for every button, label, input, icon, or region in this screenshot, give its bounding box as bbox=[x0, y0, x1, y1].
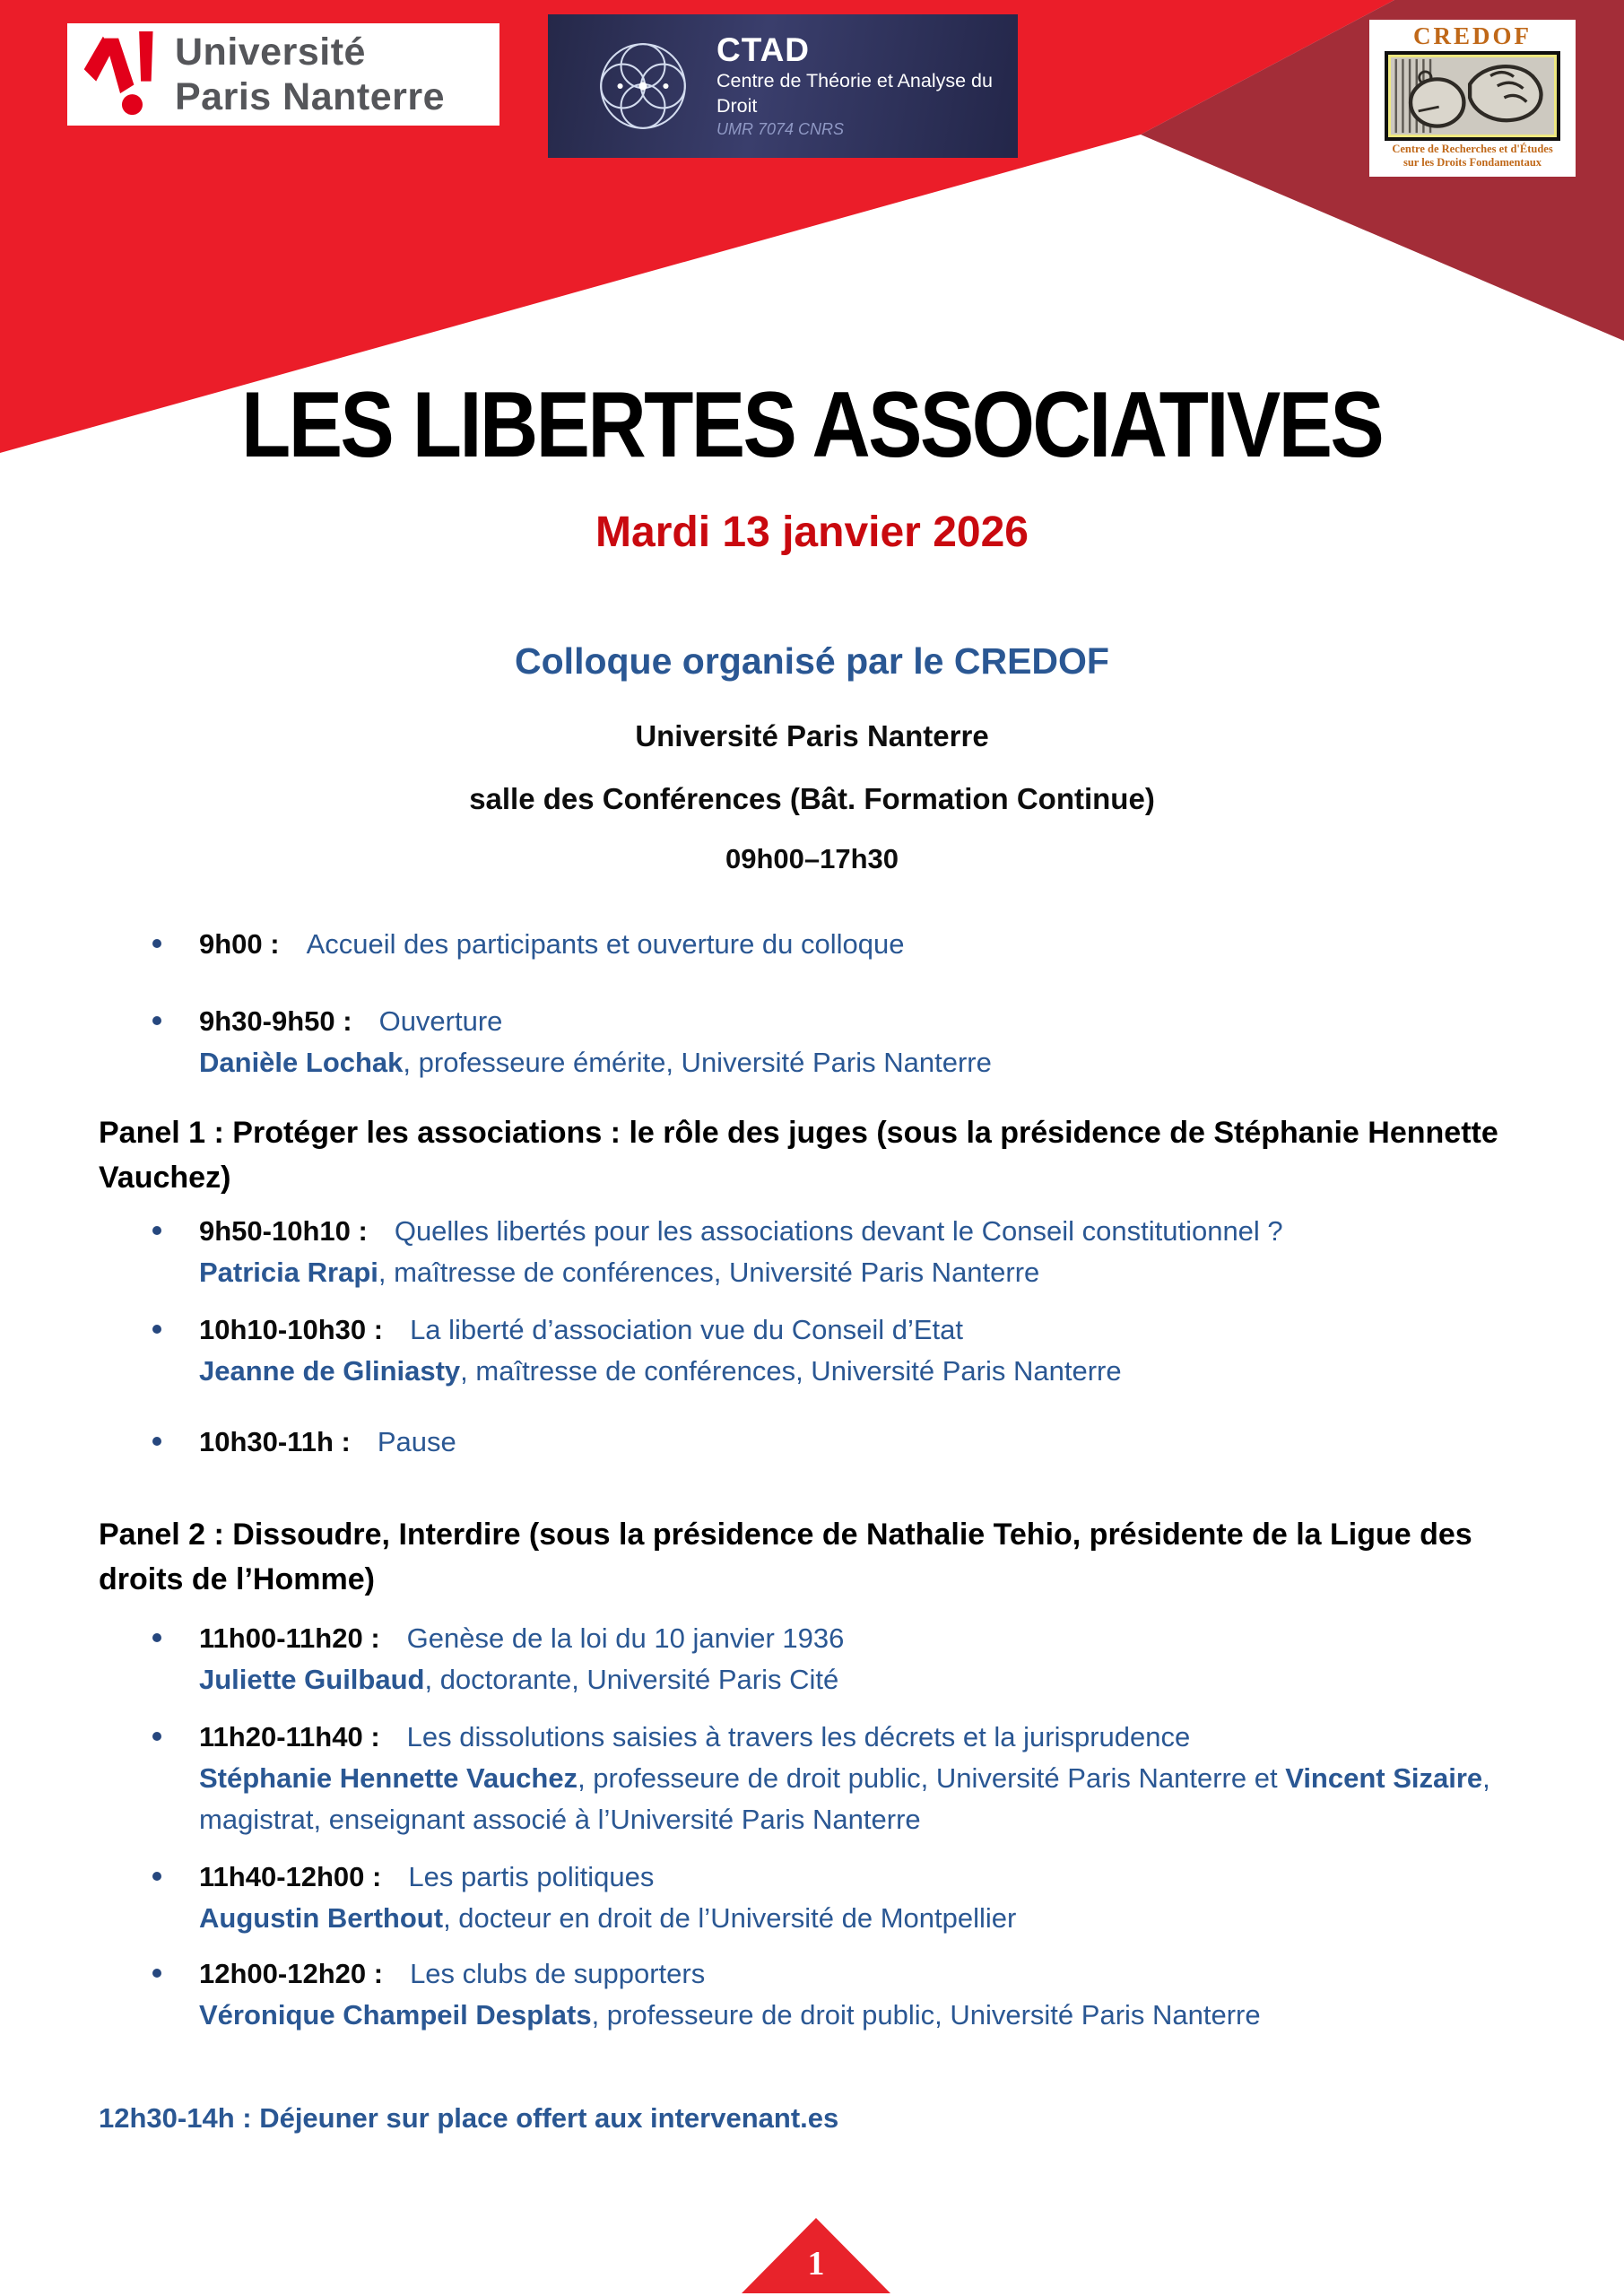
item-speaker: Augustin Berthout bbox=[199, 1902, 444, 1934]
credof-logo bbox=[1369, 20, 1576, 177]
item-speaker-role: , docteur en droit de l’Université de Montpellier bbox=[443, 1902, 1017, 1934]
schedule-item-9h00 bbox=[199, 924, 1526, 965]
panel-1-heading: Panel 1 : Protéger les associations : le rôle des juges (sous la présidence de Stéphanie Hennette Vauchez) bbox=[99, 1116, 1498, 1195]
credof-caption bbox=[1369, 143, 1576, 170]
item-title: La liberté d’association vue du Conseil d’Etat bbox=[410, 1314, 963, 1345]
schedule-item-10h10 bbox=[199, 1309, 1526, 1392]
upn-logo-mark-icon bbox=[80, 31, 162, 117]
item-speaker-role: , maîtresse de conférences, Université Paris Nanterre bbox=[460, 1355, 1122, 1387]
credof-acronym: CREDOF bbox=[1413, 22, 1532, 49]
item-time: 10h10-10h30 : bbox=[199, 1314, 384, 1345]
event-date: Mardi 13 janvier 2026 bbox=[595, 509, 1029, 556]
schedule-item-11h40 bbox=[199, 1857, 1526, 1939]
schedule-item-9h30 bbox=[199, 1001, 1526, 1083]
bullet-icon bbox=[152, 1437, 161, 1446]
ctad-logo bbox=[548, 14, 1018, 158]
item-speaker: Stéphanie Hennette Vauchez bbox=[199, 1762, 578, 1794]
item-speaker: Véronique Champeil Desplats bbox=[199, 1999, 592, 2031]
bullet-icon bbox=[152, 1969, 161, 1978]
item-time: 9h30-9h50 : bbox=[199, 1005, 352, 1037]
item-time: 9h00 : bbox=[199, 928, 280, 960]
item-time: 9h50-10h10 : bbox=[199, 1215, 368, 1247]
event-venue: salle des Conférences (Bât. Formation Continue) bbox=[469, 782, 1155, 815]
item-speaker-role: , professeure de droit public, Université Paris Nanterre bbox=[591, 1999, 1261, 2031]
item-title: Accueil des participants et ouverture du colloque bbox=[306, 928, 905, 960]
event-university: Université Paris Nanterre bbox=[635, 719, 989, 752]
bullet-icon bbox=[152, 1325, 161, 1334]
universite-paris-nanterre-logo bbox=[67, 23, 499, 126]
item-speaker-role: , maîtresse de conférences, Université Paris Nanterre bbox=[378, 1257, 1040, 1288]
page-title-text: LES LIBERTES ASSOCIATIVES bbox=[241, 373, 1383, 477]
ctad-name: Centre de Théorie et Analyse du Droit bbox=[716, 70, 993, 117]
item-speaker-role: , professeure de droit public, Université Paris Nanterre et bbox=[578, 1762, 1286, 1794]
item-title: Quelles libertés pour les associations devant le Conseil constitutionnel ? bbox=[394, 1215, 1283, 1247]
schedule-item-10h30 bbox=[199, 1422, 1526, 1463]
item-speaker-role: , doctorante, Université Paris Cité bbox=[424, 1664, 839, 1695]
event-organizer: Colloque organisé par le CREDOF bbox=[515, 640, 1109, 682]
lunch-line: 12h30-14h : Déjeuner sur place offert aux intervenant.es bbox=[99, 2102, 839, 2134]
item-title: Ouverture bbox=[378, 1005, 503, 1037]
upn-logo-text bbox=[175, 30, 445, 119]
ctad-logo-text bbox=[716, 32, 1018, 140]
item-time: 11h40-12h00 : bbox=[199, 1861, 382, 1892]
item-time: 11h00-11h20 : bbox=[199, 1622, 380, 1654]
schedule-item-11h20 bbox=[199, 1717, 1526, 1840]
item-time: 11h20-11h40 : bbox=[199, 1721, 380, 1752]
credof-woodcut-image bbox=[1385, 51, 1560, 141]
item-speaker: Patricia Rrapi bbox=[199, 1257, 378, 1288]
item-speaker-2-role: , magistrat, enseignant associé à l’Université Paris Nanterre bbox=[199, 1762, 1490, 1835]
bullet-icon bbox=[152, 939, 161, 948]
page-number: 1 bbox=[807, 2245, 825, 2283]
item-time: 10h30-11h : bbox=[199, 1426, 351, 1457]
item-time: 12h00-12h20 : bbox=[199, 1958, 384, 1989]
item-title: Les partis politiques bbox=[408, 1861, 655, 1892]
schedule-item-12h00 bbox=[199, 1953, 1526, 2036]
bullet-icon bbox=[152, 1226, 161, 1235]
bullet-icon bbox=[152, 1633, 161, 1642]
item-title: Les clubs de supporters bbox=[410, 1958, 706, 1989]
item-speaker: Jeanne de Gliniasty bbox=[199, 1355, 461, 1387]
item-speaker-2: Vincent Sizaire bbox=[1285, 1762, 1483, 1794]
bullet-icon bbox=[152, 1732, 161, 1741]
credof-caption-line2: sur les Droits Fondamentaux bbox=[1403, 156, 1542, 169]
schedule-item-9h50 bbox=[199, 1211, 1526, 1293]
event-hours: 09h00–17h30 bbox=[725, 843, 899, 874]
item-title: Genèse de la loi du 10 janvier 1936 bbox=[406, 1622, 845, 1654]
schedule-item-11h00 bbox=[199, 1618, 1526, 1700]
ctad-unit: UMR 7074 CNRS bbox=[716, 120, 845, 138]
page-title bbox=[0, 373, 1624, 477]
panel-2-heading: Panel 2 : Dissoudre, Interdire (sous la présidence de Nathalie Tehio, présidente de la Ligue des droits de l’Homme) bbox=[99, 1518, 1472, 1596]
credof-caption-line1: Centre de Recherches et d'Études bbox=[1392, 143, 1553, 155]
upn-logo-line2: Paris Nanterre bbox=[175, 75, 445, 118]
ctad-acronym: CTAD bbox=[716, 31, 811, 68]
item-speaker-role: , professeure émérite, Université Paris Nanterre bbox=[403, 1047, 992, 1078]
bullet-icon bbox=[152, 1872, 161, 1881]
ctad-atom-icon bbox=[593, 36, 693, 136]
item-title: Pause bbox=[377, 1426, 456, 1457]
item-speaker: Danièle Lochak bbox=[199, 1047, 404, 1078]
item-title: Les dissolutions saisies à travers les décrets et la jurisprudence bbox=[406, 1721, 1191, 1752]
item-speaker: Juliette Guilbaud bbox=[199, 1664, 425, 1695]
upn-logo-line1: Université bbox=[175, 30, 366, 74]
bullet-icon bbox=[152, 1016, 161, 1025]
